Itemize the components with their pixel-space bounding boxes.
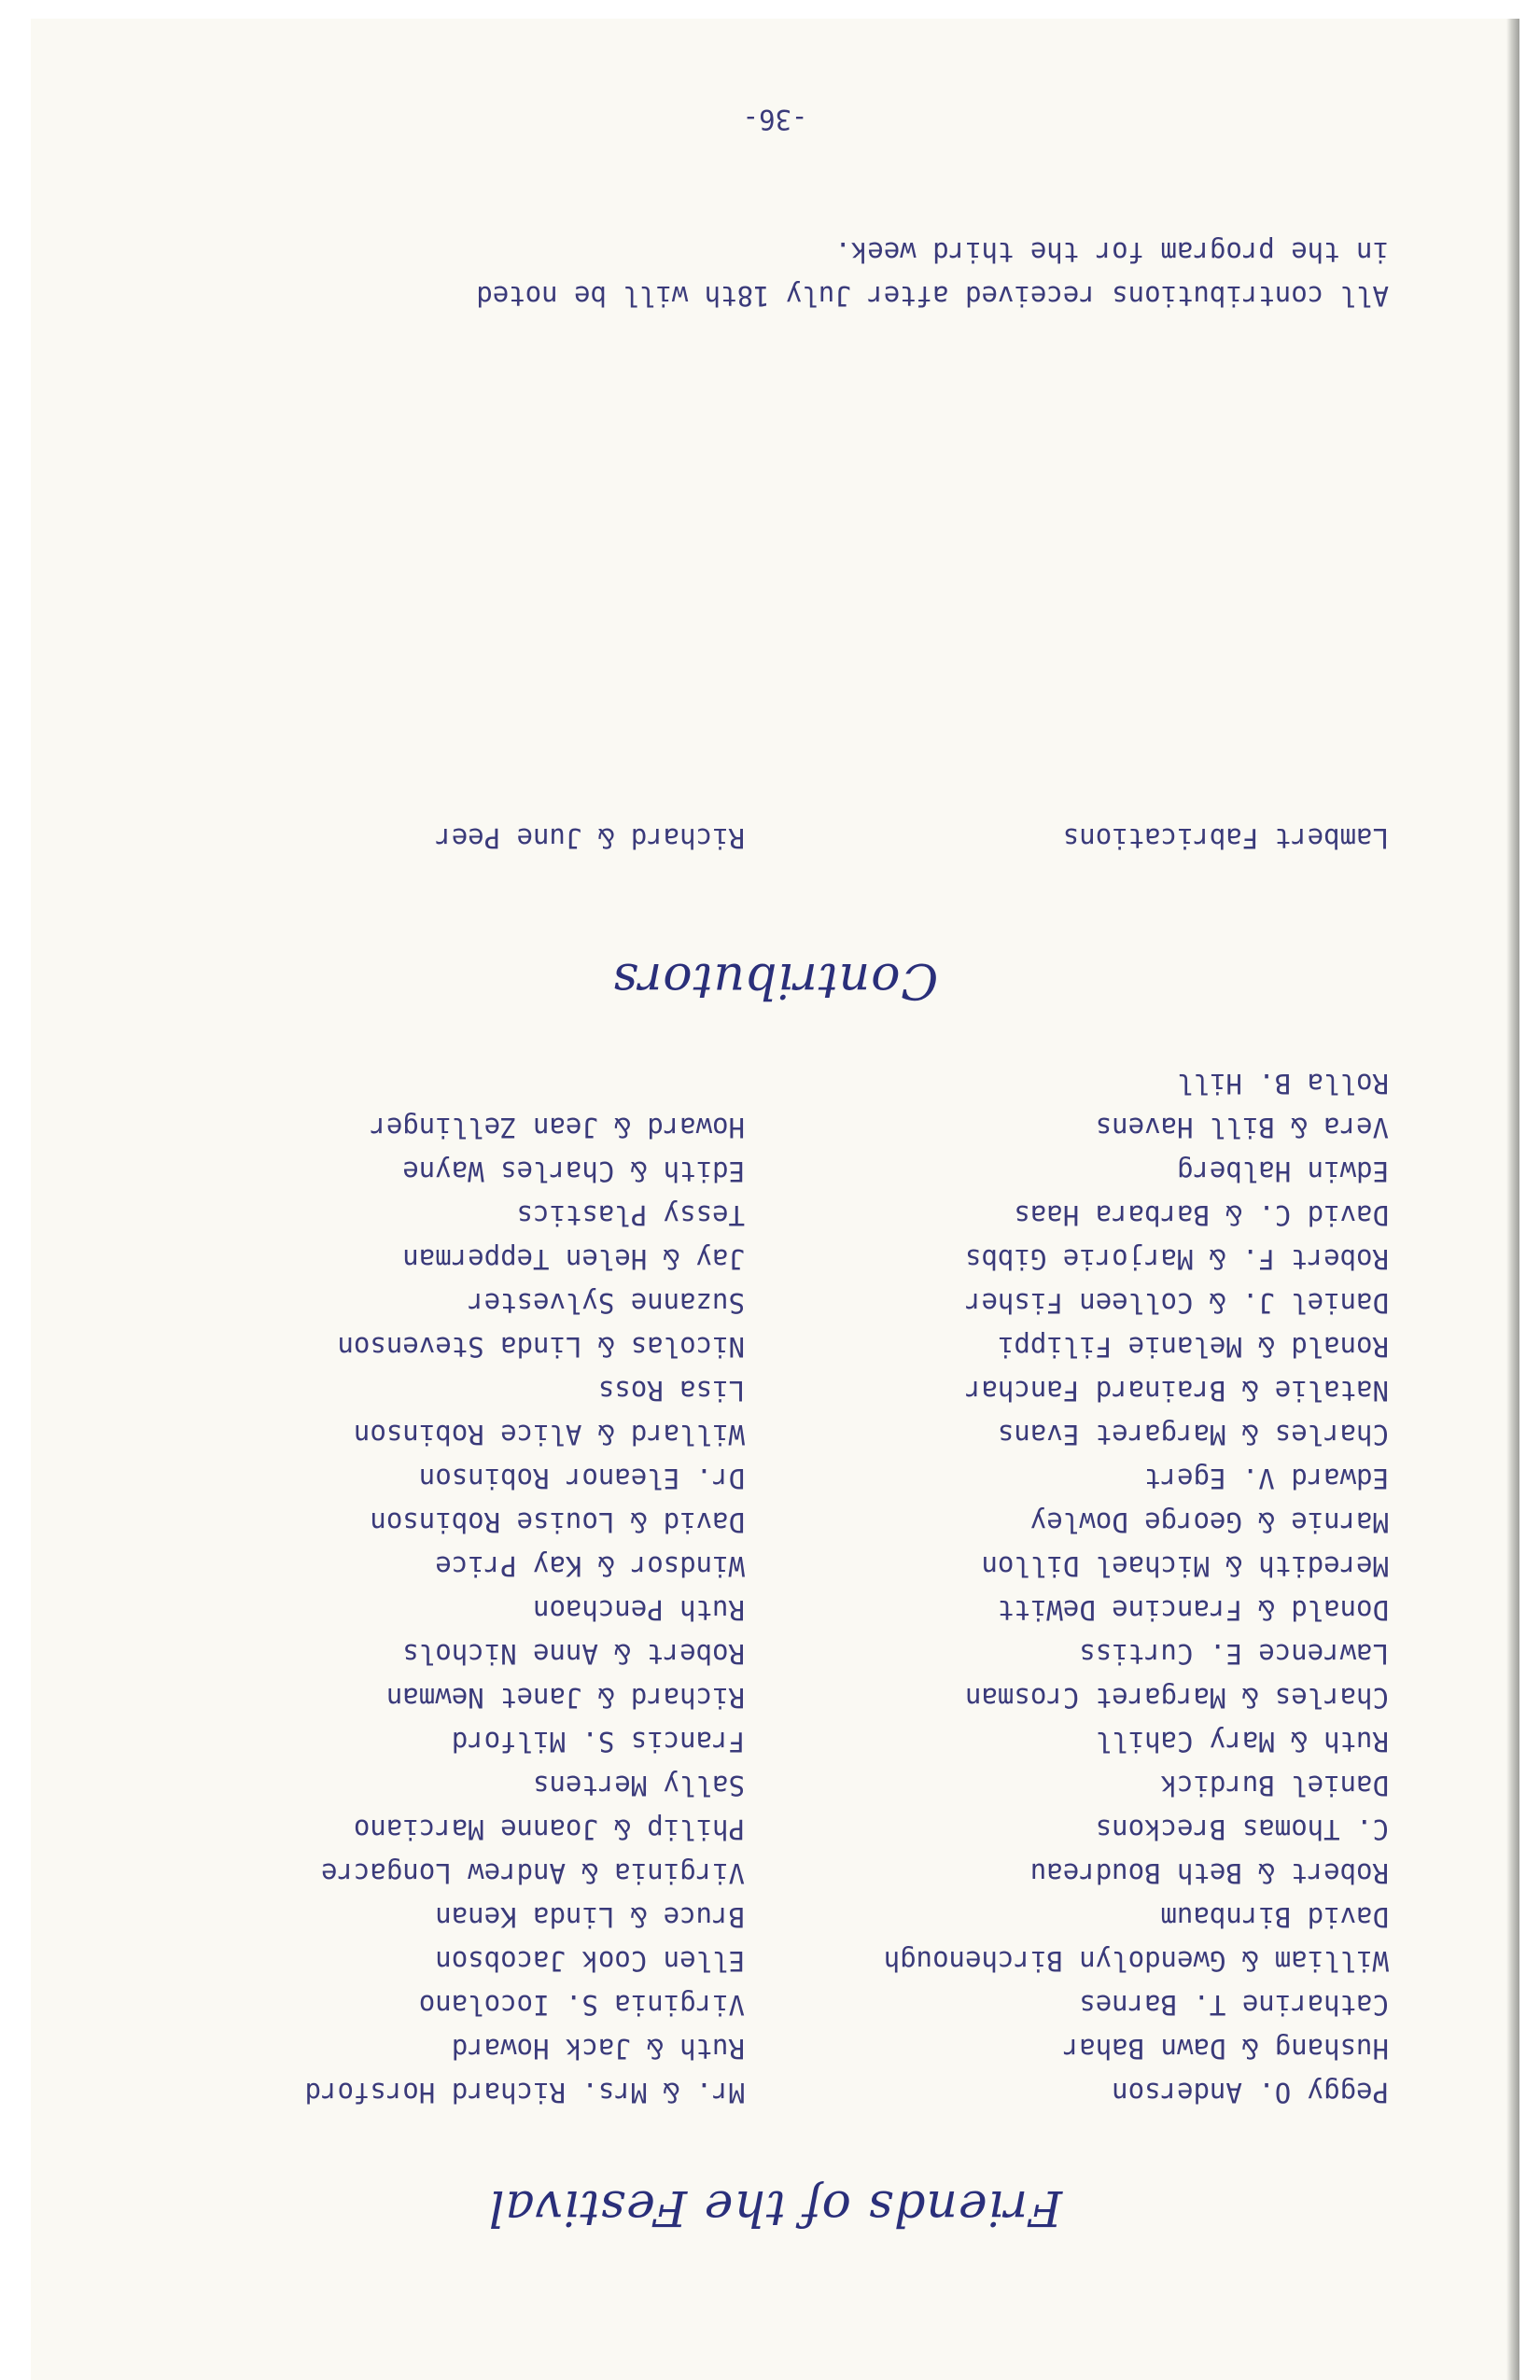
binding-edge bbox=[1506, 19, 1519, 2380]
name-entry: Ruth Penchaon bbox=[533, 1594, 745, 1626]
contributions-note bbox=[476, 230, 1389, 317]
name-entry: Suzanne Sylvester bbox=[468, 1287, 745, 1319]
name-entry: Robert & Beth Boudreau bbox=[1029, 1857, 1389, 1889]
name-entry: Edwin Halberg bbox=[1177, 1155, 1389, 1187]
note-line: in the program for the third week. bbox=[834, 236, 1389, 268]
name-entry: David & Louise Robinson bbox=[370, 1506, 745, 1538]
contributor-entry: Lambert Fabrications bbox=[1062, 822, 1389, 854]
name-entry: Howard & Jean Zellinger bbox=[370, 1112, 745, 1143]
friends-left-column bbox=[884, 1061, 1389, 2114]
name-entry: Robert & Anne Nichols bbox=[402, 1638, 745, 1670]
name-entry: Lisa Ross bbox=[597, 1375, 745, 1407]
name-entry: Francis S. Milford bbox=[451, 1726, 745, 1757]
name-entry: Donald & Francine DeWitt bbox=[997, 1594, 1389, 1626]
name-entry: Ruth & Mary Cahill bbox=[1095, 1726, 1389, 1757]
name-entry: Ruth & Jack Howard bbox=[451, 2033, 745, 2065]
contributor-entry: Richard & June Peer bbox=[435, 822, 745, 854]
paper bbox=[31, 19, 1519, 2380]
name-entry: Meredith & Michael Dillon bbox=[981, 1550, 1389, 1582]
name-entry: Edward V. Egert bbox=[1144, 1463, 1389, 1494]
name-entry: Hushang & Dawn Bahar bbox=[1062, 2033, 1389, 2065]
name-entry: Catharine T. Barnes bbox=[1079, 1989, 1389, 2021]
name-entry: Nicolas & Linda Stevenson bbox=[337, 1331, 745, 1363]
name-entry: Virginia & Andrew Longacre bbox=[321, 1857, 745, 1889]
name-entry: Dr. Eleanor Robinson bbox=[418, 1463, 745, 1494]
name-entry: Vera & Bill Havens bbox=[1095, 1112, 1389, 1143]
name-entry: Virginia S. Iocolano bbox=[418, 1989, 745, 2021]
name-entry: Charles & Margaret Evans bbox=[997, 1419, 1389, 1450]
page-number: -36- bbox=[742, 104, 808, 135]
note-line: All contributions received after July 18th will be noted bbox=[476, 280, 1389, 312]
name-entry: William & Gwendolyn Birchenough bbox=[883, 1945, 1389, 1977]
name-entry: Mr. & Mrs. Richard Horsford bbox=[304, 2077, 745, 2108]
name-entry: Bruce & Linda Kenan bbox=[435, 1901, 745, 1933]
name-entry: C. Thomas Breckons bbox=[1095, 1813, 1389, 1845]
name-entry: Charles & Margaret Crosman bbox=[965, 1682, 1389, 1714]
name-entry: Robert F. & Marjorie Gibbs bbox=[965, 1243, 1389, 1275]
name-entry: Windsor & Kay Price bbox=[435, 1550, 745, 1582]
name-entry: Ronald & Melanie Filippi bbox=[997, 1331, 1389, 1363]
name-entry: Daniel Burdick bbox=[1160, 1770, 1389, 1801]
name-entry: Ellen Cook Jacobson bbox=[435, 1945, 745, 1977]
name-entry: David C. & Barbara Haas bbox=[1014, 1199, 1389, 1231]
name-entry: Marnie & George Dowley bbox=[1029, 1506, 1389, 1538]
name-entry: Daniel J. & Colleen Fisher bbox=[965, 1287, 1389, 1319]
name-entry: Philip & Joanne Marciano bbox=[353, 1813, 745, 1845]
name-entry: Willard & Alice Robinson bbox=[353, 1419, 745, 1450]
name-entry: David Birnbaum bbox=[1160, 1901, 1389, 1933]
name-entry: Natalie & Brainard Fanchar bbox=[965, 1375, 1389, 1407]
friends-right-column bbox=[305, 1105, 745, 2114]
name-entry: Jay & Helen Tepperman bbox=[402, 1243, 745, 1275]
name-entry: Edith & Charles Wayne bbox=[402, 1155, 745, 1187]
name-entry: Richard & Janet Newman bbox=[385, 1682, 745, 1714]
name-entry: Rolla B. Hill bbox=[1177, 1068, 1389, 1099]
friends-heading: Friends of the Festival bbox=[487, 2179, 1063, 2235]
contributors-heading: Contributors bbox=[611, 952, 939, 1008]
name-entry: Peggy O. Anderson bbox=[1112, 2077, 1389, 2108]
name-entry: Lawrence E. Curtiss bbox=[1079, 1638, 1389, 1670]
name-entry: Sally Mertens bbox=[533, 1770, 745, 1801]
name-entry: Tessy Plastics bbox=[516, 1199, 745, 1231]
